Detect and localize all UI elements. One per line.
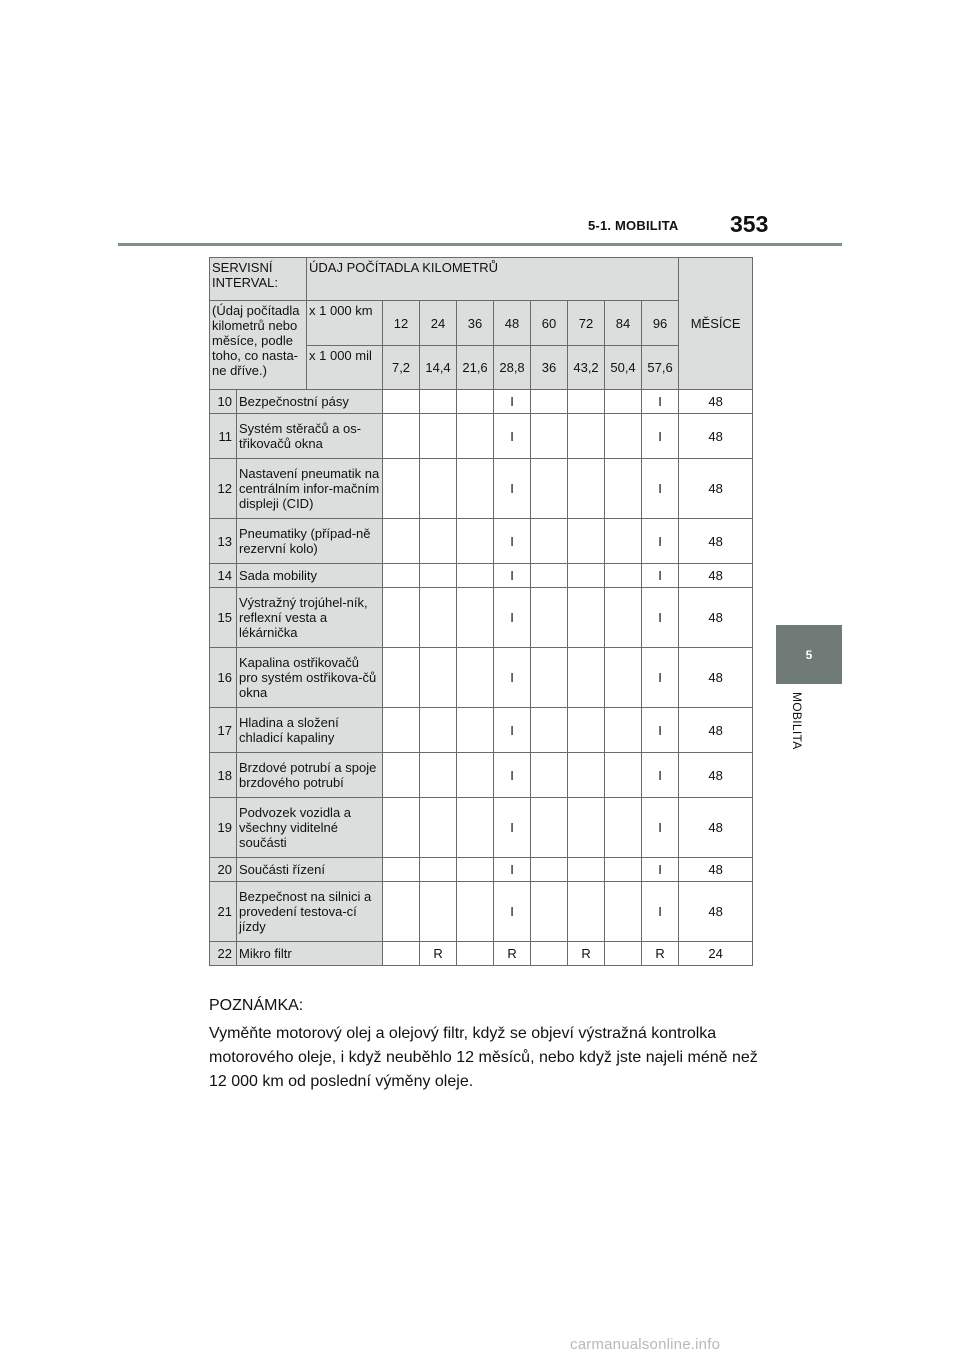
row-cell: I xyxy=(642,519,679,564)
row-item: Výstražný trojúhel-ník, reflexní vesta a lékárnička xyxy=(237,588,383,648)
row-months: 48 xyxy=(679,708,753,753)
table-row xyxy=(210,588,753,648)
row-cell xyxy=(383,564,420,588)
row-cell xyxy=(568,708,605,753)
row-cell xyxy=(420,390,457,414)
row-item: Nastavení pneumatik na centrálním infor-mačním displeji (CID) xyxy=(237,459,383,519)
row-cell xyxy=(457,708,494,753)
mil-value: 21,6 xyxy=(457,346,494,390)
row-cell: I xyxy=(642,858,679,882)
row-item: Hladina a složení chladicí kapaliny xyxy=(237,708,383,753)
row-cell xyxy=(605,708,642,753)
row-item: Systém stěračů a os-třikovačů okna xyxy=(237,414,383,459)
km-value: 12 xyxy=(383,301,420,346)
row-cell xyxy=(457,588,494,648)
row-cell xyxy=(420,459,457,519)
row-cell: I xyxy=(494,648,531,708)
row-cell xyxy=(531,708,568,753)
note-title: POZNÁMKA: xyxy=(209,997,304,1014)
row-cell xyxy=(568,414,605,459)
row-number: 18 xyxy=(210,753,237,798)
row-cell xyxy=(531,564,568,588)
row-number: 20 xyxy=(210,858,237,882)
row-number: 16 xyxy=(210,648,237,708)
row-cell xyxy=(420,798,457,858)
row-cell xyxy=(383,753,420,798)
row-cell: I xyxy=(642,798,679,858)
row-months: 48 xyxy=(679,798,753,858)
row-cell xyxy=(383,858,420,882)
row-number: 22 xyxy=(210,942,237,966)
row-cell xyxy=(605,564,642,588)
row-item: Součásti řízení xyxy=(237,858,383,882)
row-item: Podvozek vozidla a všechny viditelné součásti xyxy=(237,798,383,858)
row-cell xyxy=(457,753,494,798)
row-cell: I xyxy=(642,882,679,942)
row-cell xyxy=(457,564,494,588)
row-cell xyxy=(531,858,568,882)
row-cell xyxy=(457,390,494,414)
row-number: 12 xyxy=(210,459,237,519)
row-cell: I xyxy=(494,564,531,588)
row-cell xyxy=(420,708,457,753)
row-cell xyxy=(383,708,420,753)
chapter-tab xyxy=(776,625,842,684)
mil-value: 57,6 xyxy=(642,346,679,390)
row-cell xyxy=(383,414,420,459)
watermark: carmanualsonline.info xyxy=(570,1336,721,1353)
row-cell xyxy=(568,753,605,798)
row-cell: I xyxy=(642,648,679,708)
row-cell: R xyxy=(568,942,605,966)
row-cell xyxy=(420,858,457,882)
row-cell xyxy=(420,588,457,648)
row-cell xyxy=(383,459,420,519)
row-cell xyxy=(531,414,568,459)
page-number: 353 xyxy=(730,211,769,237)
mil-value: 50,4 xyxy=(605,346,642,390)
row-cell xyxy=(531,588,568,648)
row-cell xyxy=(605,519,642,564)
row-cell: I xyxy=(494,519,531,564)
odometer-label: ÚDAJ POČÍTADLA KILOMETRŮ xyxy=(307,258,679,301)
row-number: 17 xyxy=(210,708,237,753)
mil-value: 14,4 xyxy=(420,346,457,390)
row-cell xyxy=(457,519,494,564)
row-cell: I xyxy=(494,882,531,942)
row-item: Brzdové potrubí a spoje brzdového potrubí xyxy=(237,753,383,798)
row-cell xyxy=(605,390,642,414)
table-row xyxy=(210,882,753,942)
table-row xyxy=(210,390,753,414)
row-cell: I xyxy=(494,798,531,858)
row-cell xyxy=(531,882,568,942)
row-cell xyxy=(568,648,605,708)
row-cell: I xyxy=(494,459,531,519)
km-value: 96 xyxy=(642,301,679,346)
row-number: 13 xyxy=(210,519,237,564)
row-cell xyxy=(383,882,420,942)
table-row xyxy=(210,942,753,966)
table-row xyxy=(210,858,753,882)
maintenance-table xyxy=(209,257,753,966)
row-cell xyxy=(420,882,457,942)
row-cell xyxy=(457,882,494,942)
row-cell xyxy=(568,882,605,942)
row-months: 48 xyxy=(679,519,753,564)
row-number: 21 xyxy=(210,882,237,942)
row-cell xyxy=(383,942,420,966)
row-cell xyxy=(605,858,642,882)
row-cell xyxy=(420,564,457,588)
row-cell xyxy=(568,798,605,858)
row-number: 19 xyxy=(210,798,237,858)
row-cell xyxy=(383,390,420,414)
row-cell xyxy=(420,753,457,798)
km-value: 84 xyxy=(605,301,642,346)
row-cell xyxy=(605,459,642,519)
row-months: 48 xyxy=(679,390,753,414)
row-cell: R xyxy=(642,942,679,966)
row-cell xyxy=(531,459,568,519)
row-months: 48 xyxy=(679,564,753,588)
row-months: 48 xyxy=(679,882,753,942)
table-row xyxy=(210,564,753,588)
row-item: Sada mobility xyxy=(237,564,383,588)
row-cell xyxy=(531,942,568,966)
section-title: 5-1. MOBILITA xyxy=(588,218,679,233)
row-months: 48 xyxy=(679,414,753,459)
table-row xyxy=(210,648,753,708)
row-cell xyxy=(531,753,568,798)
row-cell xyxy=(568,390,605,414)
row-item: Mikro filtr xyxy=(237,942,383,966)
row-cell xyxy=(605,588,642,648)
mil-value: 36 xyxy=(531,346,568,390)
row-number: 14 xyxy=(210,564,237,588)
row-months: 24 xyxy=(679,942,753,966)
table-row xyxy=(210,459,753,519)
row-item: Bezpečnostní pásy xyxy=(237,390,383,414)
row-cell: I xyxy=(642,588,679,648)
row-cell xyxy=(420,648,457,708)
row-months: 48 xyxy=(679,459,753,519)
km-value: 48 xyxy=(494,301,531,346)
row-cell: I xyxy=(494,708,531,753)
unit-km-label: x 1 000 km xyxy=(307,301,383,346)
table-row xyxy=(210,519,753,564)
row-cell xyxy=(605,882,642,942)
header-row-km xyxy=(210,301,753,346)
row-cell: I xyxy=(642,753,679,798)
months-label: MĚSÍCE xyxy=(679,258,753,390)
row-cell xyxy=(457,798,494,858)
row-cell xyxy=(605,798,642,858)
row-cell: I xyxy=(494,390,531,414)
row-months: 48 xyxy=(679,753,753,798)
chapter-number: 5 xyxy=(805,647,813,662)
row-cell xyxy=(568,564,605,588)
row-cell: I xyxy=(642,708,679,753)
row-months: 48 xyxy=(679,588,753,648)
chapter-label: MOBILITA xyxy=(790,692,804,750)
row-cell: I xyxy=(494,753,531,798)
row-cell: I xyxy=(494,588,531,648)
row-cell xyxy=(568,588,605,648)
row-cell xyxy=(568,858,605,882)
table-row xyxy=(210,708,753,753)
km-value: 36 xyxy=(457,301,494,346)
row-number: 10 xyxy=(210,390,237,414)
row-cell xyxy=(383,798,420,858)
row-cell xyxy=(383,648,420,708)
row-months: 48 xyxy=(679,858,753,882)
row-cell xyxy=(457,942,494,966)
header-row-interval xyxy=(210,258,753,301)
row-cell xyxy=(605,753,642,798)
row-cell xyxy=(568,519,605,564)
row-cell xyxy=(531,648,568,708)
row-cell xyxy=(383,519,420,564)
row-cell xyxy=(605,648,642,708)
row-cell xyxy=(457,648,494,708)
row-cell: R xyxy=(420,942,457,966)
row-cell xyxy=(605,414,642,459)
row-cell xyxy=(383,588,420,648)
note-text: Vyměňte motorový olej a olejový filtr, když se objeví výstražná kontrolka motorového oleje, i když neuběhlo 12 měsíců, nebo když jste najeli méně než 12 000 km od poslední výměny oleje. xyxy=(209,1025,758,1090)
row-item: Kapalina ostřikovačů pro systém ostřikova-čů okna xyxy=(237,648,383,708)
row-cell xyxy=(420,414,457,459)
row-cell xyxy=(457,858,494,882)
km-value: 60 xyxy=(531,301,568,346)
row-cell xyxy=(457,414,494,459)
table-row xyxy=(210,753,753,798)
row-number: 11 xyxy=(210,414,237,459)
row-item: Pneumatiky (případ-ně rezervní kolo) xyxy=(237,519,383,564)
row-cell xyxy=(531,390,568,414)
row-cell xyxy=(605,942,642,966)
mil-value: 28,8 xyxy=(494,346,531,390)
table-row xyxy=(210,414,753,459)
table-row xyxy=(210,798,753,858)
row-months: 48 xyxy=(679,648,753,708)
condition-label: (Údaj počítadla kilometrů nebo měsíce, podle toho, co nasta-ne dříve.) xyxy=(210,301,307,390)
row-cell: I xyxy=(642,564,679,588)
row-cell xyxy=(420,519,457,564)
header-rule xyxy=(118,243,842,246)
row-cell xyxy=(531,519,568,564)
row-item: Bezpečnost na silnici a provedení testova-cí jízdy xyxy=(237,882,383,942)
row-number: 15 xyxy=(210,588,237,648)
row-cell xyxy=(457,459,494,519)
mil-value: 43,2 xyxy=(568,346,605,390)
row-cell: I xyxy=(642,459,679,519)
row-cell: I xyxy=(642,414,679,459)
row-cell: I xyxy=(494,858,531,882)
row-cell: I xyxy=(494,414,531,459)
row-cell xyxy=(568,459,605,519)
km-value: 72 xyxy=(568,301,605,346)
interval-label: SERVISNÍ INTERVAL: xyxy=(210,258,307,301)
km-value: 24 xyxy=(420,301,457,346)
mil-value: 7,2 xyxy=(383,346,420,390)
row-cell: I xyxy=(642,390,679,414)
row-cell xyxy=(531,798,568,858)
row-cell: R xyxy=(494,942,531,966)
unit-mil-label: x 1 000 mil xyxy=(307,346,383,390)
